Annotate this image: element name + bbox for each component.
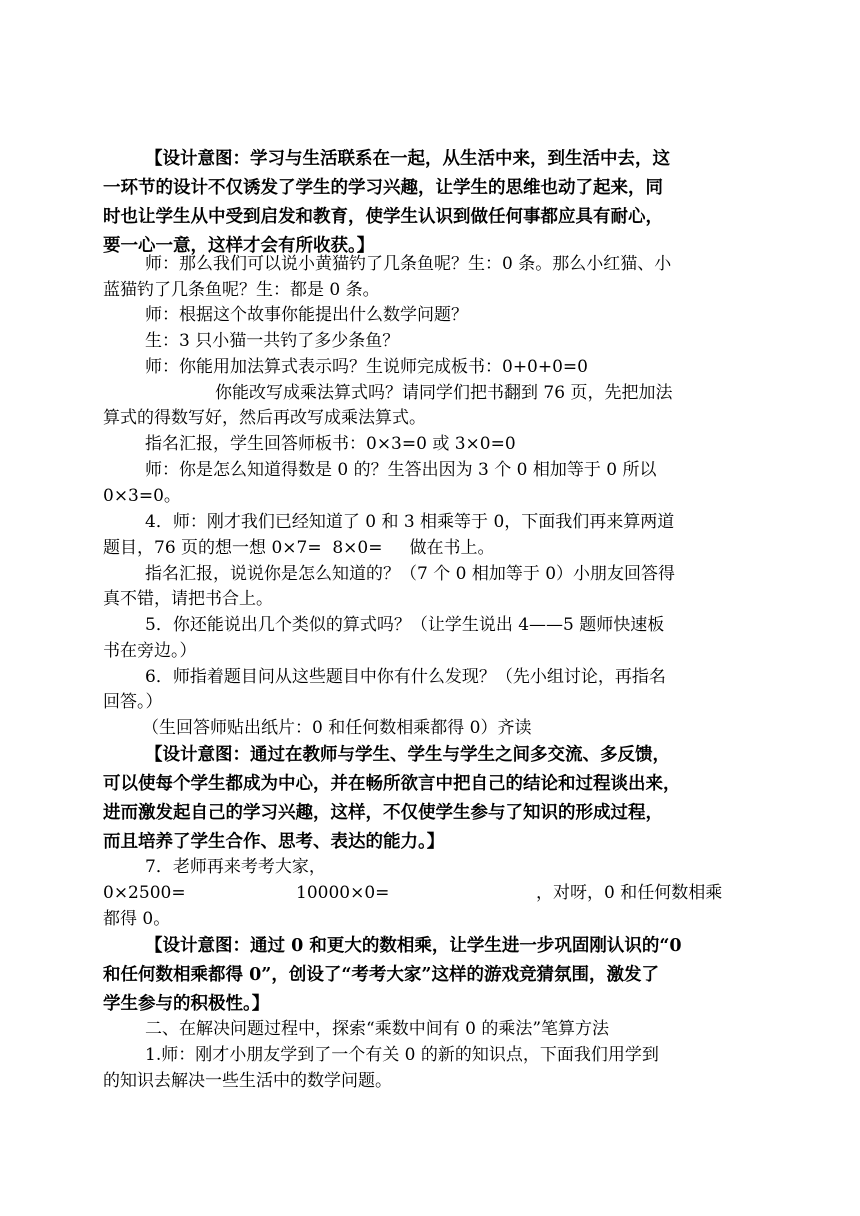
- design-intent-2-line-1: 【设计意图：通过在教师与学生、学生与学生之间多交流、多反馈，: [145, 745, 670, 765]
- paragraph-line: 4．师：刚才我们已经知道了 0 和 3 相乘等于 0，下面我们再来算两道: [145, 512, 675, 532]
- paragraph-line: 题目，76 页的想一想 0×7= 8×0= 做在书上。: [103, 538, 495, 558]
- design-intent-1-line-4: 要一心一意，这样才会有所收获。】: [103, 236, 375, 256]
- design-intent-1-line-1: 【设计意图：学习与生活联系在一起，从生活中来，到生活中去，这: [145, 149, 670, 169]
- design-intent-1-line-3: 时也让学生从中受到启发和教育，使学生认识到做任何事都应具有耐心，: [103, 207, 663, 227]
- paragraph-line: 师：那么我们可以说小黄猫钓了几条鱼呢？生：0 条。那么小红猫、小: [145, 254, 672, 274]
- expression-1: 0×2500=: [103, 883, 186, 903]
- paragraph-line: （生回答师贴出纸片：0 和任何数相乘都得 0）齐读: [142, 718, 532, 738]
- design-intent-3-line-2: 和任何数相乘都得 0”，创设了“考考大家”这样的游戏竞猜氛围，激发了: [103, 965, 659, 985]
- paragraph-line: 算式的得数写好，然后再改写成乘法算式。: [103, 408, 426, 428]
- paragraph-line: 真不错，请把书合上。: [103, 589, 273, 609]
- paragraph-line: 的知识去解决一些生活中的数学问题。: [103, 1071, 392, 1091]
- paragraph-line: 书在旁边。）: [103, 641, 197, 661]
- paragraph-line: 师：你是怎么知道得数是 0 的？生答出因为 3 个 0 相加等于 0 所以: [145, 460, 657, 480]
- design-intent-2-line-4: 而且培养了学生合作、思考、表达的能力。】: [103, 832, 445, 852]
- paragraph-line: ，对呀，0 和任何数相乘: [536, 883, 723, 903]
- section-heading: 二、在解决问题过程中，探索“乘数中间有 0 的乘法”笔算方法: [145, 1019, 610, 1039]
- design-intent-3-line-1: 【设计意图：通过 0 和更大的数相乘，让学生进一步巩固刚认识的“0: [145, 936, 682, 956]
- design-intent-3-line-3: 学生参与的积极性。】: [103, 994, 270, 1014]
- paragraph-line: 师：根据这个故事你能提出什么数学问题？: [145, 305, 468, 325]
- paragraph-line: 7．老师再来考考大家，: [145, 857, 326, 877]
- paragraph-line: 你能改写成乘法算式吗？请同学们把书翻到 76 页，先把加法: [215, 383, 673, 403]
- paragraph-line: 0×3=0。: [103, 486, 181, 506]
- paragraph-line: 生：3 只小猫一共钓了多少条鱼？: [145, 331, 400, 351]
- design-intent-2-line-3: 进而激发起自己的学习兴趣，这样，不仅使学生参与了知识的形成过程，: [103, 803, 663, 823]
- paragraph-line: 师：你能用加法算式表示吗？生说师完成板书：0+0+0=0: [145, 357, 588, 377]
- expression-2: 10000×0=: [296, 883, 390, 903]
- paragraph-line: 回答。）: [103, 692, 163, 712]
- design-intent-1-line-2: 一环节的设计不仅诱发了学生的学习兴趣，让学生的思维也动了起来，同: [103, 178, 663, 198]
- design-intent-2-line-2: 可以使每个学生都成为中心，并在畅所欲言中把自己的结论和过程谈出来，: [103, 774, 681, 794]
- paragraph-line: 1.师：刚才小朋友学到了一个有关 0 的新的知识点，下面我们用学到: [145, 1045, 659, 1065]
- paragraph-line: 都得 0。: [103, 909, 171, 929]
- paragraph-line: 指名汇报，说说你是怎么知道的？（7 个 0 相加等于 0）小朋友回答得: [145, 564, 676, 584]
- paragraph-line: 5．你还能说出几个类似的算式吗？（让学生说出 4——5 题师快速板: [145, 615, 665, 635]
- paragraph-line: 蓝猫钓了几条鱼呢？生：都是 0 条。: [103, 280, 380, 300]
- paragraph-line: 6．师指着题目问从这些题目中你有什么发现？（先小组讨论，再指名: [145, 667, 666, 687]
- paragraph-line: 指名汇报，学生回答师板书：0×3=0 或 3×0=0: [145, 434, 516, 454]
